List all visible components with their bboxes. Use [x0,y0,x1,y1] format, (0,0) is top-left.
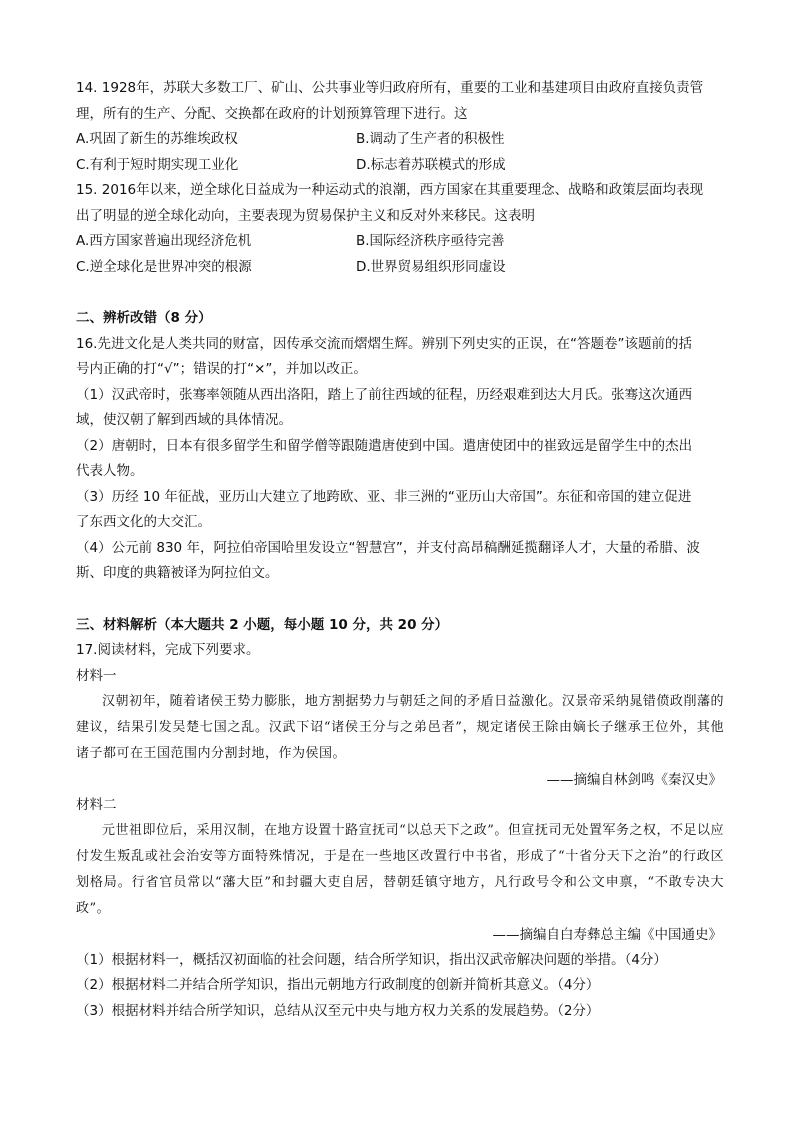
section-2-title: 二、辨析改错（8 分） [76,310,212,326]
material-1-source: ——摘编自林剑鸣《秦汉史》 [546,771,722,788]
exam-page [76,76,724,1024]
q16-item-2-line-1: （2）唐朝时，日本有很多留学生和留学僧等跟随遣唐使到中国。遣唐使团中的崔致远是留学生中的杰出 [76,437,693,454]
q14-option-b: B.调动了生产者的积极性 [356,131,505,147]
q17-intro: 17.阅读材料，完成下列要求。 [76,642,260,658]
q16-item-3-line-2: 了东西文化的大交汇。 [76,514,211,530]
q14-option-d: D.标志着苏联模式的形成 [356,156,506,173]
q14-option-c: C.有利于短时期实现工业化 [76,156,239,173]
q15-stem-line-1: 15. 2016年以来，逆全球化日益成为一种运动式的浪潮，西方国家在其重要理念、战略和政策层面均表现 [76,182,704,198]
q16-item-1-line-2: 域，使汉朝了解到西域的具体情况。 [76,412,292,428]
q14-stem-line-1: 14. 1928年，苏联大多数工厂、矿山、公共事业等归政府所有，重要的工业和基建项目由政府直接负责管 [76,80,704,96]
q15-option-a: A.西方国家普遍出现经济危机 [76,233,252,249]
question-14 [76,76,724,178]
material-2-text: 元世祖即位后，采用汉制，在地方设置十路宣抚司“以总天下之政”。但宣抚司无处置军务之权，不足以应付发生叛乱或社会治安等方面特殊情况，于是在一些地区改置行中书省，形成了“十省分天下之治”的行政区划格局。行省官员常以“藩大臣”和封疆大吏自居，替朝廷镇守地方，凡行政号令和公文申禀，“不敢专决大政”。 [76,822,724,916]
material-1-text: 汉朝初年，随着诸侯王势力膨胀，地方割据势力与朝廷之间的矛盾日益激化。汉景帝采纳晁错偾政削藩的建议，结果引发吴楚七国之乱。汉武下诏“诸侯王分与之弟邑者”，规定诸侯王除由嫡长子继承王位外，其他诸子都可在王国范围内分割封地，作为侯国。 [76,693,724,761]
q15-stem-line-2: 出了明显的逆全球化动向，主要表现为贸易保护主义和反对外来移民。这表明 [76,207,535,224]
q15-option-b: B.国际经济秩序亟待完善 [356,233,505,249]
q16-item-2-line-2: 代表人物。 [76,463,144,479]
section-3-title: 三、材料解析（本大题共 2 小题，每小题 10 分，共 20 分） [76,616,449,633]
q14-option-a: A.巩固了新生的苏维埃政权 [76,131,238,147]
section-2 [76,306,724,587]
q16-item-4-line-2: 斯、印度的典籍被译为阿拉伯文。 [76,565,279,581]
question-15 [76,178,724,280]
q16-stem-line-1: 16.先进文化是人类共同的财富，因传承交流而熠熠生辉。辨别下列史实的正误，在“答题卷”该题前的括 [76,335,692,352]
q14-stem-line-2: 理，所有的生产、分配、交换都在政府的计划预算管理下进行。这 [76,105,468,122]
section-3 [76,613,724,1025]
q16-stem-line-2: 号内正确的打“√”；错误的打“×”，并加以改正。 [76,361,367,377]
material-1-label: 材料一 [76,667,117,684]
material-2-source: ——摘编自白寿彝总主编《中国通史》 [492,926,722,943]
material-2-label: 材料二 [76,796,117,813]
q17-question-2: （2）根据材料二并结合所学知识，指出元朝地方行政制度的创新并简析其意义。（4分） [76,977,600,993]
q15-option-c: C.逆全球化是世界冲突的根源 [76,258,252,275]
q16-item-1-line-1: （1）汉武帝时，张骞率领随从西出洛阳，踏上了前往西域的征程，历经艰难到达大月氏。张骞这次通西 [76,386,693,403]
q17-question-3: （3）根据材料并结合所学知识，总结从汉至元中央与地方权力关系的发展趋势。（2分） [76,1002,600,1019]
q15-option-d: D.世界贸易组织形同虚设 [356,258,506,275]
q17-question-1: （1）根据材料一，概括汉初面临的社会问题，结合所学知识，指出汉武帝解决问题的举措。（4分） [76,951,667,968]
q16-item-4-line-1: （4）公元前 830 年，阿拉伯帝国哈里发设立“智慧宫”，并支付高昂稿酬延揽翻译人才，大量的希腊、波 [76,539,700,556]
q16-item-3-line-1: （3）历经 10 年征战，亚历山大建立了地跨欧、亚、非三洲的“亚历山大帝国”。东征和帝国的建立促进 [76,488,692,505]
